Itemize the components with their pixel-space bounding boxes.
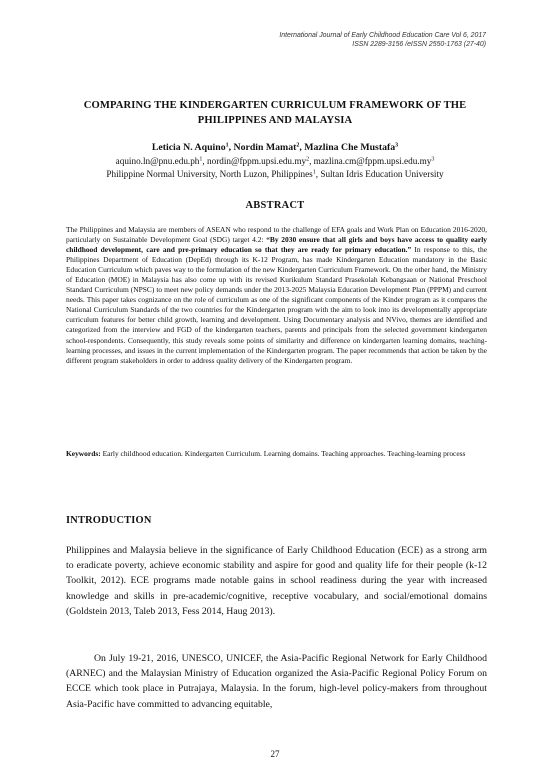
keywords-list: Early childhood education. Kindergarten Curriculum. Learning domains. Teaching approaches. Teaching-learning process (100, 449, 466, 458)
author-affiliations: Philippine Normal University, North Luzon, Philippines$^1$, Sultan Idris Education University (106, 169, 444, 179)
title-line-2: PHILIPPINES AND MALAYSIA (197, 115, 353, 126)
author-emails: $aquino.\ln@pnu.edu.ph^1$, $nordin@fppm.upsi.edu.my^2$, $mazlina.cm@fppm.upsi.edu.my^3$ (115, 155, 435, 166)
abstract-text: The Philippines and Malaysia are members of ASEAN who respond to the challenge of EFA goals and Work Plan on Education 2016-2020, particularly on Sustainable Development Goal (SDG) target 4.2: “By 2030 ensure that all girls and boys have access to quality early childhood development, care and pre-primary education so that they are ready for primary education.” In response to this, the Philippines Department of Education (DepEd) through its K-12 Program, has made Kindergarten Education mandatory in the Basic Education Curriculum which paves way to the formulation of the new Kindergarten Curriculum Framework. On the other hand, the Ministry of Education (MOE) in Malaysia has also come up with its revised Kurikulum Standard Prasekolah Kebangsaan or National Preschool Standard Curriculum (NPSC) to meet new policy demands under the 2013-2025 Malaysia Education Development Plan (PPPM) and current needs. This paper takes cognizance on the role of curriculum as one of the significant components of the Kinder program as it compares the National Curriculum Standards of the two countries for the Kindergarten program with the aim to look into its developmentally appropriate curriculum features for better child growth, learning and development. Using Documentary analysis and NVivo, themes are identified and categorized from the interview and FGD of the kindergarten teachers, parents and principals from the selected government kindergarten school-respondents. Consequently, this study reveals some points of similarity and difference on kindergarten learning domains, teaching-learning processes, and issues in the current implementation of the Kindergarten program. The paper recommends that action be taken by the different program stakeholders in order to address quality delivery of the Kindergarten program. (66, 225, 487, 365)
journal-citation: International Journal of Early Childhood Education Care Vol 6, 2017 (279, 32, 486, 39)
email-3: mazlina.cm@fppm.upsi.edu.my (313, 155, 432, 166)
author-2-sup: 2 (296, 142, 300, 149)
intro-paragraph-1: Philippines and Malaysia believe in the significance of Early Childhood Education (ECE) as a strong arm to eradicate poverty, achieve economic stability and aspire for good and quality life for their people (k-12 Toolkit, 2012). ECE programs made notable gains in school readiness during the year with increased knowledge and skills in pre-academic/cognitive, receptive vocabulary, and social/emotional domains (Goldstein 2013, Taleb 2013, Fess 2014, Haug 2013). (66, 545, 487, 617)
keywords (66, 449, 487, 459)
author-1: Leticia N. Aquino (151, 142, 226, 153)
sdg-quote: “By 2030 ensure that all girls and boys have access to quality early childhood development, care and pre-primary education so that they are ready for primary education.” (66, 235, 487, 255)
author-block (40, 141, 510, 182)
page-number: 27 (270, 749, 280, 759)
title-line-1: COMPARING THE KINDERGARTEN CURRICULUM FRAMEWORK OF THE (83, 100, 467, 111)
author-1-sup: 1 (225, 142, 229, 149)
email-1: aquino.ln@pnu.edu.ph (115, 155, 200, 166)
affiliation-1: Philippine Normal University, North Luzon, Philippines (106, 169, 313, 179)
author-2: Nordin Mamat (233, 142, 297, 153)
author-names: Leticia N. Aquino$^1$, Nordin Mamat$^2$, Mazlina Che Mustafa$^3$ (151, 142, 399, 153)
author-3-sup: 3 (395, 142, 399, 149)
intro-paragraph-2: On July 19-21, 2016, UNESCO, UNICEF, the Asia-Pacific Regional Network for Early Childhood (ARNEC) and the Malaysian Ministry of Education organized the Asia-Pacific Regional Policy Forum on ECCE which took place in Putrajaya, Malaysia. In the forum, high-level policy-makers from throughout Asia-Pacific have committed to advancing equitable, (66, 653, 487, 710)
author-3: Mazlina Che Mustafa (304, 142, 396, 153)
running-header (279, 31, 486, 49)
email-2: nordin@fppm.upsi.edu.my (207, 155, 307, 166)
paper-title (60, 98, 490, 128)
abstract-heading: ABSTRACT (245, 200, 305, 211)
affiliation-2: Sultan Idris Education University (320, 169, 444, 179)
keywords-label: Keywords: (66, 449, 101, 458)
issn-line: ISSN 2289-3156 /eISSN 2550-1763 (27-40) (352, 41, 486, 48)
introduction-heading: INTRODUCTION (66, 515, 152, 526)
